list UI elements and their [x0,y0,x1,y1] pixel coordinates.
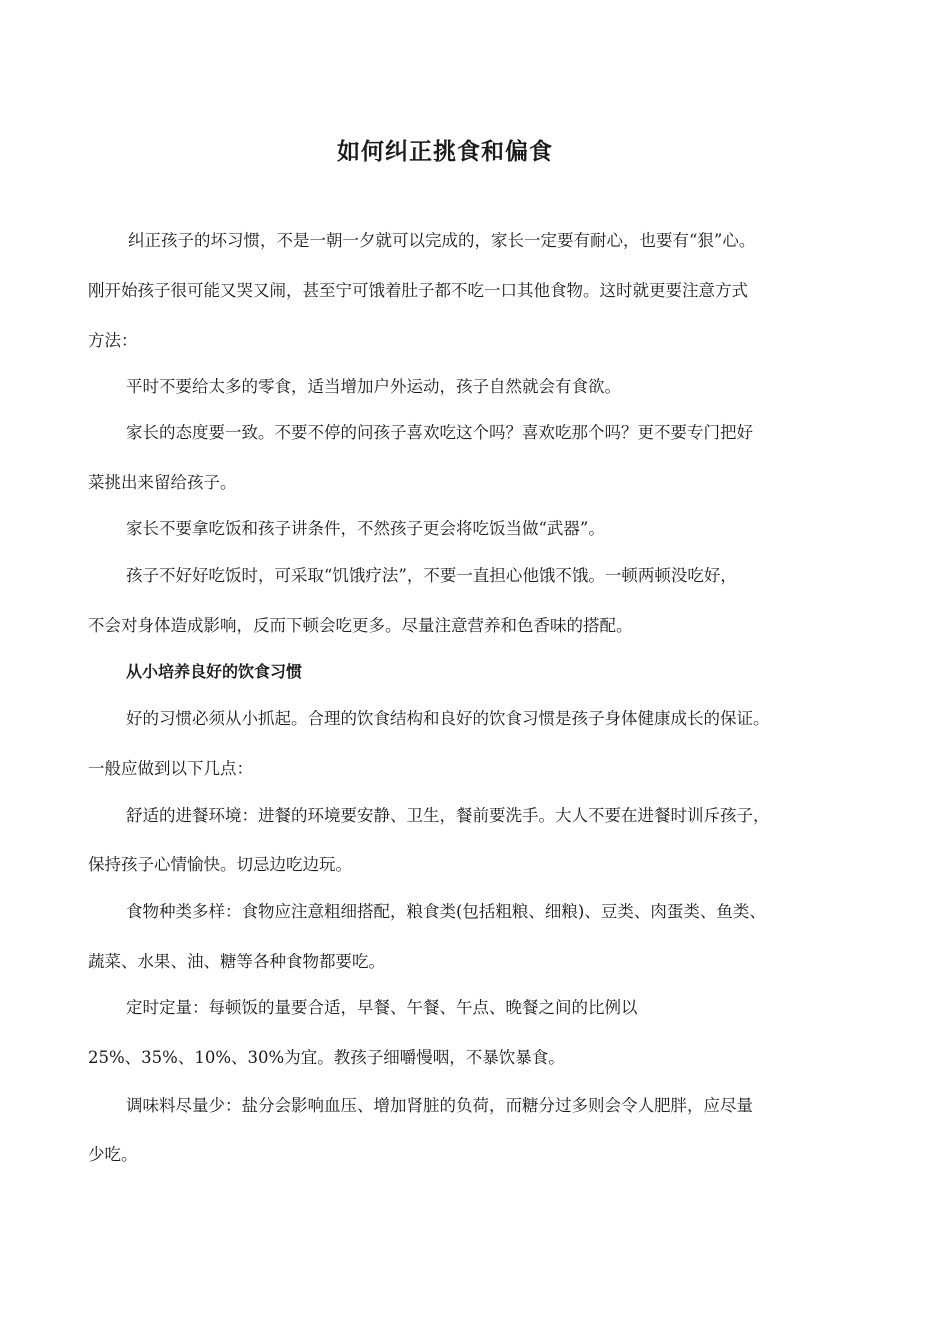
paragraph-line-9: 不会对身体造成影响，反而下顿会吃更多。尽量注意营养和色香味的搭配。 [88,616,633,635]
paragraph-line-14: 食物种类多样：食物应注意粗细搭配，粮食类(包括粗粮、细粮)、豆类、肉蛋类、鱼类、 [126,902,766,921]
paragraph-line-11: 一般应做到以下几点： [88,759,253,778]
section-heading: 从小培养良好的饮食习惯 [126,662,303,681]
paragraph-line-17: 25%、35%、10%、30%为宜。教孩子细嚼慢咽，不暴饮暴食。 [88,1048,565,1067]
paragraph-line-18: 调味料尽量少：盐分会影响血压、增加肾脏的负荷，而糖分过多则会令人肥胖，应尽量 [126,1096,753,1115]
paragraph-line-13: 保持孩子心情愉快。切忌边吃边玩。 [88,855,352,874]
paragraph-line-3: 方法： [88,331,138,350]
paragraph-line-1: 纠正孩子的坏习惯，不是一朝一夕就可以完成的，家长一定要有耐心，也要有“狠”心。 [128,231,756,250]
paragraph-line-12: 舒适的进餐环境：进餐的环境要安静、卫生，餐前要洗手。大人不要在进餐时训斥孩子， [126,806,770,825]
paragraph-line-6: 菜挑出来留给孩子。 [88,473,237,492]
paragraph-line-2: 刚开始孩子很可能又哭又闹，甚至宁可饿着肚子都不吃一口其他食物。这时就更要注意方式 [88,281,748,300]
paragraph-line-4: 平时不要给太多的零食，适当增加户外运动，孩子自然就会有食欲。 [126,377,621,396]
paragraph-line-16: 定时定量：每顿饭的量要合适，早餐、午餐、午点、晚餐之间的比例以 [126,998,638,1017]
paragraph-line-10: 好的习惯必须从小抓起。合理的饮食结构和良好的饮食习惯是孩子身体健康成长的保证。 [126,709,770,728]
paragraph-line-5: 家长的态度要一致。不要不停的问孩子喜欢吃这个吗？喜欢吃那个吗？更不要专门把好 [126,423,753,442]
paragraph-line-7: 家长不要拿吃饭和孩子讲条件，不然孩子更会将吃饭当做“武器”。 [126,519,605,538]
paragraph-line-8: 孩子不好好吃饭时，可采取“饥饿疗法”，不要一直担心他饿不饿。一顿两顿没吃好， [126,566,737,585]
paragraph-line-19: 少吃。 [88,1145,138,1164]
paragraph-line-15: 蔬菜、水果、油、糖等各种食物都要吃。 [88,952,385,971]
page-title: 如何纠正挑食和偏食 [337,139,553,165]
